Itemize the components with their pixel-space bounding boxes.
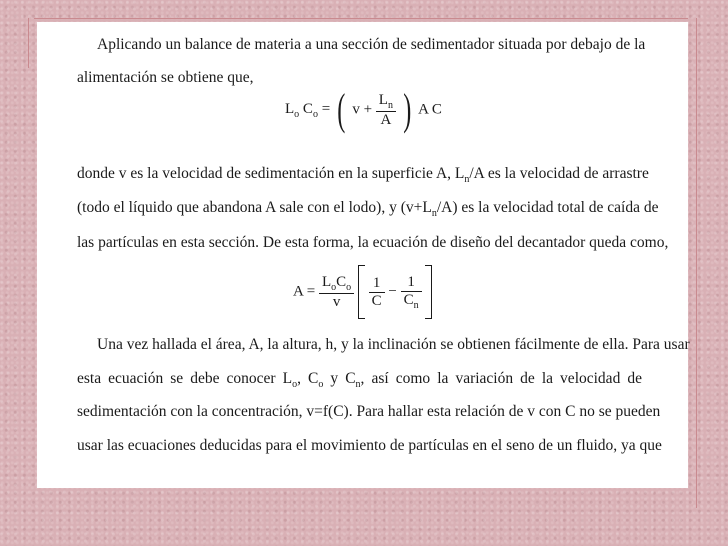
equation-mass-balance (285, 85, 442, 134)
left-paren: ( (337, 85, 346, 134)
paragraph1-line1: Aplicando un balance de materia a una sección de sedimentador situada por debajo de la (97, 36, 646, 53)
eq1-rhs: A C (418, 101, 442, 118)
paragraph2-line2: (todo el líquido que abandona A sale con el lodo), y $(v+L_n/A)$ es la velocidad total de caída de (77, 199, 659, 220)
eq2-lhs: A = (293, 283, 316, 300)
paragraph2-line3: las partículas en esta sección. De esta forma, la ecuación de diseño del decantador queda como, (77, 234, 669, 251)
paragraph2-line1: donde v es la velocidad de sedimentación en la superficie A, $L_n/A$ es la velocidad de arrastre (77, 165, 649, 186)
eq2-term1: $\frac{1}{C}$ (369, 275, 385, 310)
right-bracket (425, 265, 432, 319)
eq2-term2: $\frac{1}{C_n}$ (401, 274, 422, 311)
paragraph3-line4: usar las ecuaciones deducidas para el movimiento de partículas en el seno de un fluido, ya que (77, 437, 662, 454)
eq1-fraction: $\frac{L_n}{A}$ (376, 92, 396, 129)
eq2-minus: − (388, 283, 397, 300)
frame-line-top (34, 18, 688, 19)
frame-line-right (696, 18, 697, 508)
eq1-v-plus: v + (352, 101, 373, 118)
paragraph3-line2: esta ecuación se debe conocer $L_o$, $C_o$ y $C_n$, así como la variación de la velocidad de (77, 370, 642, 391)
document-page (37, 22, 688, 488)
paragraph1-line2: alimentación se obtiene que, (77, 69, 254, 86)
frame-line-left (28, 18, 29, 68)
eq1-lhs: $L_o$ $C_o$ = (285, 100, 331, 120)
equation-design (293, 265, 432, 319)
paragraph3-line3: sedimentación con la concentración, v=f(C). Para hallar esta relación de v con C no se pueden (77, 403, 661, 420)
right-paren: ) (403, 85, 412, 134)
eq2-fraction-main: $\frac{L_oC_o}{v}$ (319, 274, 354, 311)
left-bracket (358, 265, 365, 319)
paragraph3-line1: Una vez hallada el área, A, la altura, h, y la inclinación se obtienen fácilmente de ella. Para usar (97, 336, 690, 353)
